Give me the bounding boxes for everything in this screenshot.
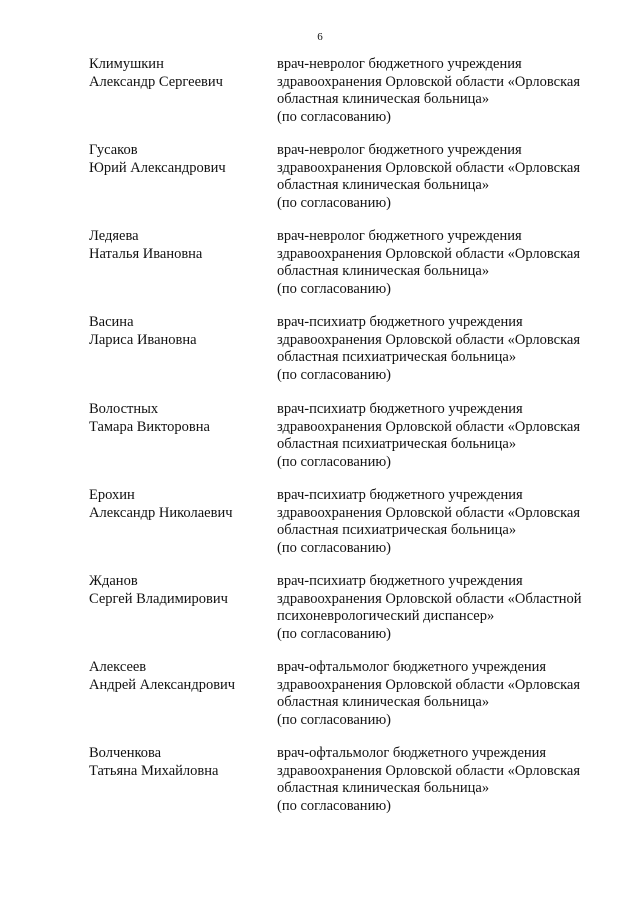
member-given-name: Александр Николаевич (89, 504, 233, 521)
member-position (277, 401, 609, 471)
member-surname: Гусаков (89, 142, 138, 158)
member-entry (89, 228, 609, 304)
member-surname: Васина (89, 314, 134, 330)
position-line: областная клиническая больница» (277, 91, 490, 107)
member-name (89, 487, 269, 522)
position-line: областная психиатрическая больница» (277, 522, 517, 538)
member-position (277, 659, 609, 729)
position-line: здравоохранения Орловской области «Орловская (277, 418, 581, 435)
member-given-name: Александр Сергеевич (89, 73, 223, 90)
member-entry (89, 314, 609, 390)
member-given-name: Юрий Александрович (89, 159, 226, 176)
member-name (89, 745, 269, 780)
position-line: областная психиатрическая больница» (277, 349, 517, 365)
position-line: (по согласованию) (277, 280, 391, 297)
position-line: (по согласованию) (277, 194, 391, 211)
position-line: областная клиническая больница» (277, 694, 490, 710)
position-line: здравоохранения Орловской области «Орловская (277, 245, 581, 262)
member-position (277, 142, 609, 212)
position-line: здравоохранения Орловской области «Орловская (277, 73, 581, 90)
member-given-name: Тамара Викторовна (89, 418, 210, 435)
position-line: (по согласованию) (277, 625, 391, 642)
member-surname: Жданов (89, 573, 138, 589)
member-position (277, 573, 609, 643)
position-line: областная психиатрическая больница» (277, 436, 517, 452)
position-line: областная клиническая больница» (277, 780, 490, 796)
position-line: врач-невролог бюджетного учреждения (277, 56, 522, 72)
member-name (89, 659, 269, 694)
member-given-name: Лариса Ивановна (89, 331, 197, 348)
position-line: областная клиническая больница» (277, 177, 490, 193)
position-line: врач-психиатр бюджетного учреждения (277, 487, 523, 503)
member-given-name: Андрей Александрович (89, 676, 236, 693)
member-entry (89, 659, 609, 735)
member-entry (89, 745, 609, 821)
member-position (277, 56, 609, 126)
position-line: (по согласованию) (277, 453, 391, 470)
member-surname: Волостных (89, 401, 159, 417)
position-line: врач-психиатр бюджетного учреждения (277, 573, 523, 589)
member-name (89, 573, 269, 608)
position-line: врач-невролог бюджетного учреждения (277, 228, 522, 244)
position-line: здравоохранения Орловской области «Орловская (277, 159, 581, 176)
position-line: (по согласованию) (277, 108, 391, 125)
position-line: психоневрологический диспансер» (277, 608, 495, 624)
member-surname: Алексеев (89, 659, 147, 675)
page-number: 6 (317, 31, 323, 43)
member-entry (89, 573, 609, 649)
member-name (89, 314, 269, 349)
member-position (277, 745, 609, 815)
member-position (277, 487, 609, 557)
member-entry (89, 487, 609, 563)
position-line: врач-офтальмолог бюджетного учреждения (277, 745, 547, 761)
member-entry (89, 142, 609, 218)
member-given-name: Наталья Ивановна (89, 245, 203, 262)
member-name (89, 401, 269, 436)
member-position (277, 228, 609, 298)
member-surname: Ерохин (89, 487, 135, 503)
position-line: здравоохранения Орловской области «Орловская (277, 331, 581, 348)
position-line: здравоохранения Орловской области «Областной (277, 590, 582, 607)
member-position (277, 314, 609, 384)
position-line: врач-психиатр бюджетного учреждения (277, 401, 523, 417)
position-line: (по согласованию) (277, 366, 391, 383)
position-line: врач-невролог бюджетного учреждения (277, 142, 522, 158)
member-given-name: Татьяна Михайловна (89, 762, 219, 779)
member-name (89, 142, 269, 177)
position-line: врач-офтальмолог бюджетного учреждения (277, 659, 547, 675)
position-line: (по согласованию) (277, 711, 391, 728)
position-line: здравоохранения Орловской области «Орловская (277, 762, 581, 779)
position-line: (по согласованию) (277, 797, 391, 814)
member-name (89, 56, 269, 91)
member-surname: Волченкова (89, 745, 162, 761)
member-given-name: Сергей Владимирович (89, 590, 228, 607)
position-line: (по согласованию) (277, 539, 391, 556)
member-entry (89, 56, 609, 132)
position-line: здравоохранения Орловской области «Орловская (277, 504, 581, 521)
position-line: врач-психиатр бюджетного учреждения (277, 314, 523, 330)
position-line: здравоохранения Орловской области «Орловская (277, 676, 581, 693)
member-surname: Ледяева (89, 228, 139, 244)
member-entry (89, 401, 609, 477)
position-line: областная клиническая больница» (277, 263, 490, 279)
member-name (89, 228, 269, 263)
member-surname: Климушкин (89, 56, 164, 72)
